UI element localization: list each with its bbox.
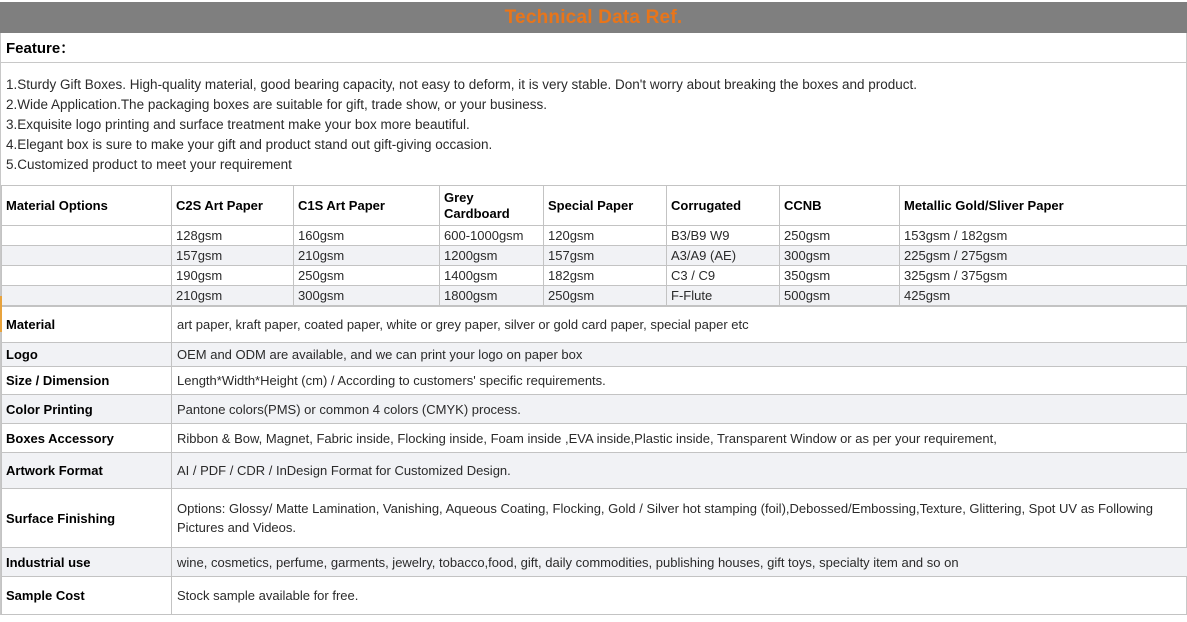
row-value: Options: Glossy/ Matte Lamination, Vanishing, Aqueous Coating, Flocking, Gold / Silver hot stamping (foil),Debossed/Embossing,Texture, Glittering, Spot UV as Following Pictures and Videos. xyxy=(172,489,1187,548)
feature-item-1: 1.Sturdy Gift Boxes. High-quality material, good bearing capacity, not easy to deform, it is very stable. Don't worry about breaking the boxes and product. xyxy=(6,75,1181,95)
cell: 157gsm xyxy=(172,246,294,266)
cell: 325gsm / 375gsm xyxy=(900,266,1187,286)
cell: 153gsm / 182gsm xyxy=(900,226,1187,246)
table-row-logo xyxy=(2,343,1187,367)
row-label: Sample Cost xyxy=(2,577,172,615)
row-value: Ribbon & Bow, Magnet, Fabric inside, Flocking inside, Foam inside ,EVA inside,Plastic inside, Transparent Window or as per your requirement, xyxy=(172,424,1187,453)
cell: 250gsm xyxy=(780,226,900,246)
col-header-c2s-art-paper: C2S Art Paper xyxy=(172,186,294,226)
cell: 225gsm / 275gsm xyxy=(900,246,1187,266)
cell: 182gsm xyxy=(544,266,667,286)
col-header-ccnb: CCNB xyxy=(780,186,900,226)
page xyxy=(0,2,1187,622)
cell: 210gsm xyxy=(294,246,440,266)
cell: 250gsm xyxy=(544,286,667,306)
details-table xyxy=(1,306,1187,615)
cell: A3/A9 (AE) xyxy=(667,246,780,266)
cell: C3 / C9 xyxy=(667,266,780,286)
col-header-special-paper: Special Paper xyxy=(544,186,667,226)
col-header-c1s-art-paper: C1S Art Paper xyxy=(294,186,440,226)
table-row xyxy=(2,266,1187,286)
cell: 1800gsm xyxy=(440,286,544,306)
row-label: Color Printing xyxy=(2,395,172,424)
feature-item-3: 3.Exquisite logo printing and surface treatment make your box more beautiful. xyxy=(6,115,1181,135)
row-label: Boxes Accessory xyxy=(2,424,172,453)
cell: 300gsm xyxy=(294,286,440,306)
cell: 190gsm xyxy=(172,266,294,286)
row-label: Industrial use xyxy=(2,548,172,577)
col-header-grey-cardboard: Grey Cardboard xyxy=(440,186,544,226)
row-value: art paper, kraft paper, coated paper, white or grey paper, silver or gold card paper, special paper etc xyxy=(172,307,1187,343)
table-row-sample-cost xyxy=(2,577,1187,615)
table-row-color-printing xyxy=(2,395,1187,424)
cell: 600-1000gsm xyxy=(440,226,544,246)
row-value: AI / PDF / CDR / InDesign Format for Customized Design. xyxy=(172,453,1187,489)
row-value: Length*Width*Height (cm) / According to customers' specific requirements. xyxy=(172,367,1187,395)
cell: 300gsm xyxy=(780,246,900,266)
row-value: Pantone colors(PMS) or common 4 colors (CMYK) process. xyxy=(172,395,1187,424)
cell xyxy=(2,286,172,306)
feature-list xyxy=(1,63,1186,185)
table-row-size-dimension xyxy=(2,367,1187,395)
row-label: Artwork Format xyxy=(2,453,172,489)
cell: 120gsm xyxy=(544,226,667,246)
row-label: Material xyxy=(2,307,172,343)
feature-item-2: 2.Wide Application.The packaging boxes are suitable for gift, trade show, or your business. xyxy=(6,95,1181,115)
cell: F-Flute xyxy=(667,286,780,306)
table-row-boxes-accessory xyxy=(2,424,1187,453)
cell: 1400gsm xyxy=(440,266,544,286)
page-title: Technical Data Ref. xyxy=(505,7,683,28)
cell: 1200gsm xyxy=(440,246,544,266)
cell: 250gsm xyxy=(294,266,440,286)
row-label: Size / Dimension xyxy=(2,367,172,395)
col-header-corrugated: Corrugated xyxy=(667,186,780,226)
col-header-metallic-paper: Metallic Gold/Sliver Paper xyxy=(900,186,1187,226)
table-row-surface-finishing xyxy=(2,489,1187,548)
cell xyxy=(2,266,172,286)
cell xyxy=(2,246,172,266)
accent-mark xyxy=(0,296,2,332)
table-row-artwork-format xyxy=(2,453,1187,489)
row-label: Logo xyxy=(2,343,172,367)
feature-heading-label: Feature： xyxy=(6,40,75,57)
table-row xyxy=(2,226,1187,246)
feature-heading xyxy=(1,33,1186,63)
cell xyxy=(2,226,172,246)
table-row xyxy=(2,246,1187,266)
row-label: Surface Finishing xyxy=(2,489,172,548)
cell: 500gsm xyxy=(780,286,900,306)
row-value: Stock sample available for free. xyxy=(172,577,1187,615)
table-row xyxy=(2,286,1187,306)
content xyxy=(0,33,1187,615)
cell: 210gsm xyxy=(172,286,294,306)
cell: 350gsm xyxy=(780,266,900,286)
feature-item-4: 4.Elegant box is sure to make your gift and product stand out gift-giving occasion. xyxy=(6,135,1181,155)
table-row-industrial-use xyxy=(2,548,1187,577)
cell: 157gsm xyxy=(544,246,667,266)
materials-header-row xyxy=(2,186,1187,226)
feature-item-5: 5.Customized product to meet your requirement xyxy=(6,155,1181,175)
row-value: OEM and ODM are available, and we can print your logo on paper box xyxy=(172,343,1187,367)
title-bar xyxy=(0,2,1187,33)
cell: 128gsm xyxy=(172,226,294,246)
cell: B3/B9 W9 xyxy=(667,226,780,246)
row-value: wine, cosmetics, perfume, garments, jewelry, tobacco,food, gift, daily commodities, publishing houses, gift toys, specialty item and so on xyxy=(172,548,1187,577)
table-row-material xyxy=(2,307,1187,343)
cell: 160gsm xyxy=(294,226,440,246)
cell: 425gsm xyxy=(900,286,1187,306)
col-header-material-options: Material Options xyxy=(2,186,172,226)
materials-table xyxy=(1,185,1187,306)
